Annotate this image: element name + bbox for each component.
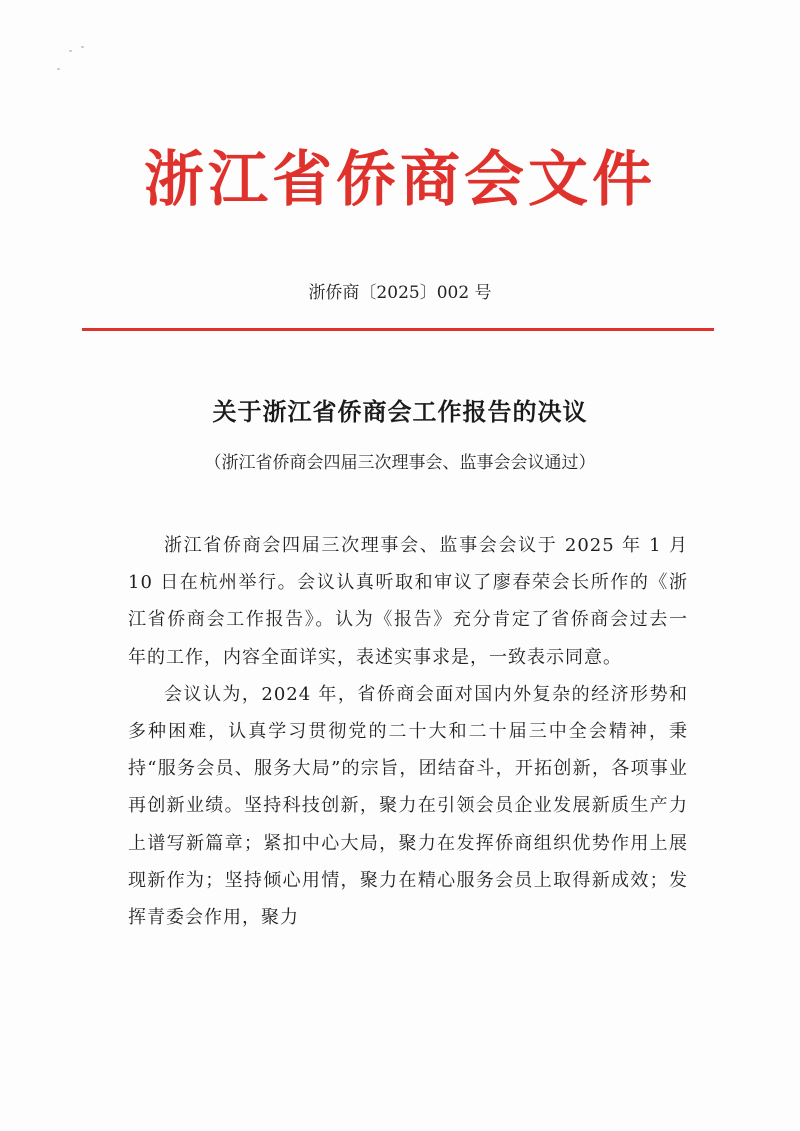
body-paragraph: 会议认为，2024 年，省侨商会面对国内外复杂的经济形势和多种困难，认真学习贯彻党的二十大和二十届三中全会精神，秉持“服务会员、服务大局”的宗旨，团结奋斗，开拓创新，各项事业再创新业绩。坚持科技创新，聚力在引领会员企业发展新质生产力上谱写新篇章；紧扣中心大局，聚力在发挥侨商组织优势作用上展现新作为；坚持倾心用情，聚力在精心服务会员上取得新成效；发挥青委会作用，聚力 [128,683,688,929]
document-title: 关于浙江省侨商会工作报告的决议 [212,397,588,426]
document-number: 浙侨商〔2025〕002 号 [308,283,492,303]
document-subtitle: （浙江省侨商会四届三次理事会、监事会会议通过） [204,453,596,473]
scan-speck [81,46,84,48]
org-document-header: 浙江省侨商会文件 [144,145,656,215]
document-body [128,527,688,936]
red-divider-line [82,328,714,331]
scan-speck [57,68,60,70]
scan-specks [55,40,95,80]
scan-speck [69,50,72,52]
body-paragraph: 浙江省侨商会四届三次理事会、监事会会议于 2025 年 1 月 10 日在杭州举行。会议认真听取和审议了廖春荣会长所作的《浙江省侨商会工作报告》。认为《报告》充分肯定了省侨商会过去一年的工作，内容全面详实，表述实事求是，一致表示同意。 [128,535,688,668]
